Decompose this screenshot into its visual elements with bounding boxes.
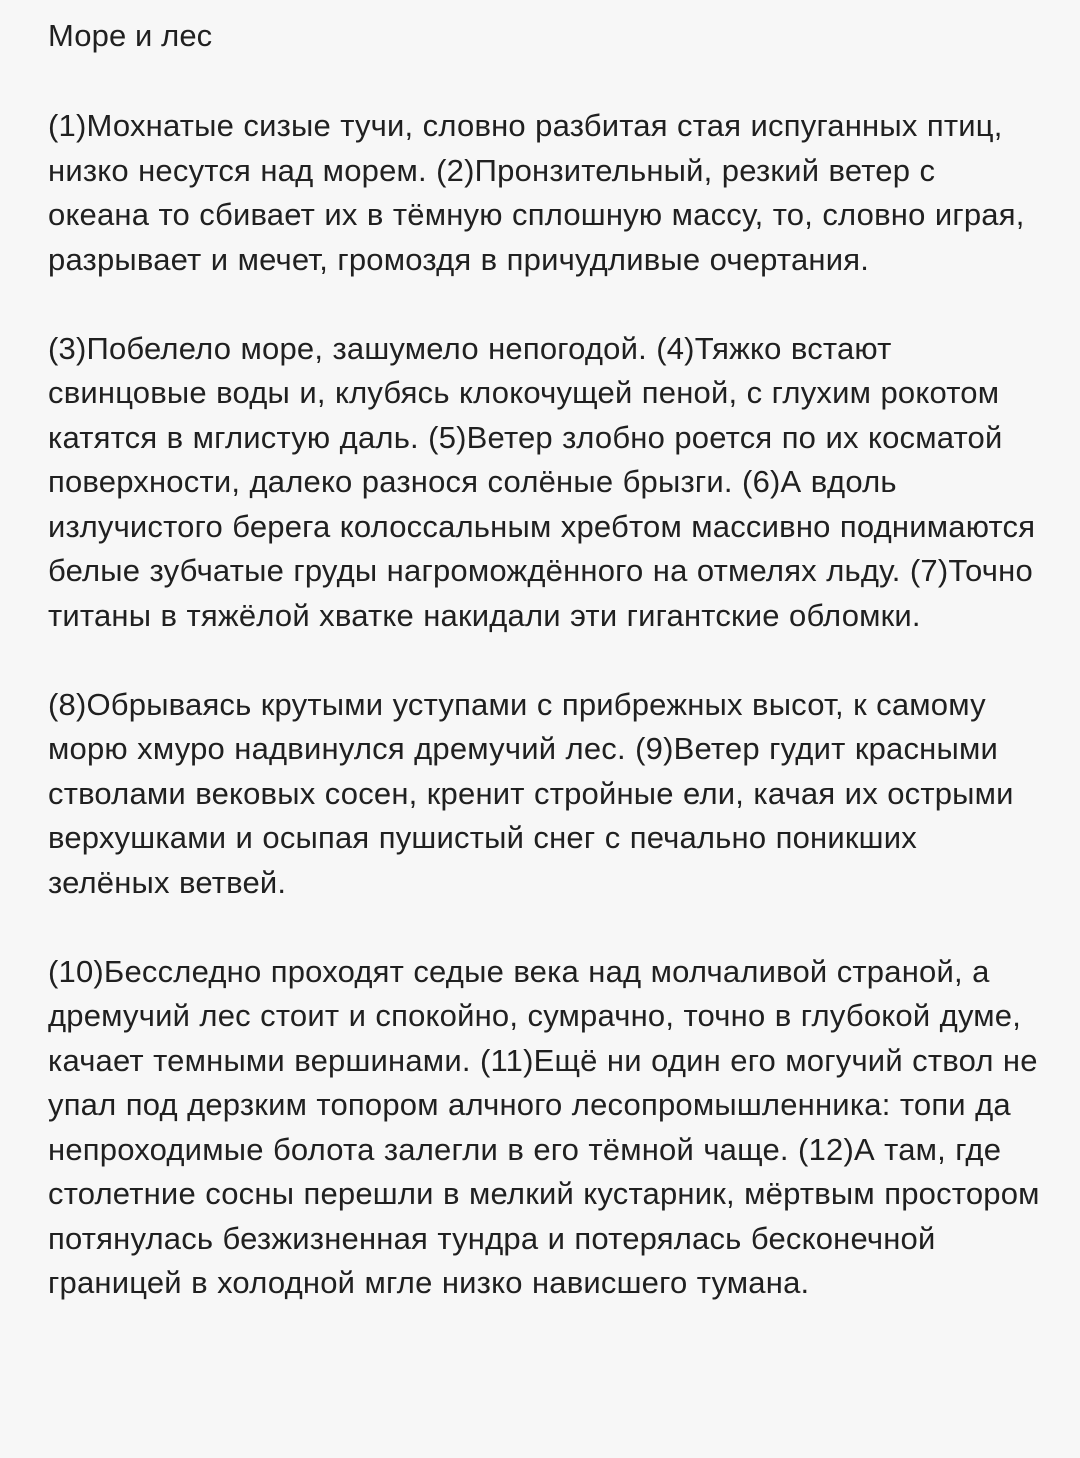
paragraph-4: (10)Бесследно проходят седые века над молчаливой страной, а дремучий лес стоит и спокойно, сумрачно, точно в глубокой думе, качает темными вершинами. (11)Ещё ни один его могучий ствол не упал под дерзким топором алчного лесопромышленника: топи да непроходимые болота залегли в его тёмной чаще. (12)А там, где столетние сосны перешли в мелкий кустарник, мёртвым простором потянулась безжизненная тундра и потерялась бесконечной границей в холодной мгле низко нависшего тумана. [48, 953, 1040, 1300]
spacer [48, 905, 1040, 950]
spacer [48, 282, 1040, 327]
paragraph-3: (8)Обрываясь крутыми уступами с прибрежных высот, к самому морю хмуро надвинулся дремучий лес. (9)Ветер гудит красными стволами вековых сосен, кренит стройные ели, качая их острыми верхушками и осыпая пушистый снег с печально поникших зелёных ветвей. [48, 686, 1014, 900]
spacer [48, 638, 1040, 683]
paragraph-2: (3)Побелело море, зашумело непогодой. (4)Тяжко встают свинцовые воды и, клубясь клокочущей пеной, с глухим рокотом катятся в мглистую даль. (5)Ветер злобно роется по их косматой поверхности, далеко разнося солёные брызги. (6)А вдоль излучистого берега колоссальным хребтом массивно поднимаются белые зубчатые груды нагромождённого на отмелях льду. (7)Точно титаны в тяжёлой хватке накидали эти гигантские обломки. [48, 330, 1036, 633]
spacer [48, 56, 1040, 104]
paragraph-1: (1)Мохнатые сизые тучи, словно разбитая стая испуганных птиц, низко несутся над морем. (2)Пронзительный, резкий ветер с океана то сбивает их в тёмную сплошную массу, то, словно играя, разрывает и мечет, громоздя в причудливые очертания. [48, 108, 1025, 277]
document-title: Море и лес [48, 18, 213, 53]
